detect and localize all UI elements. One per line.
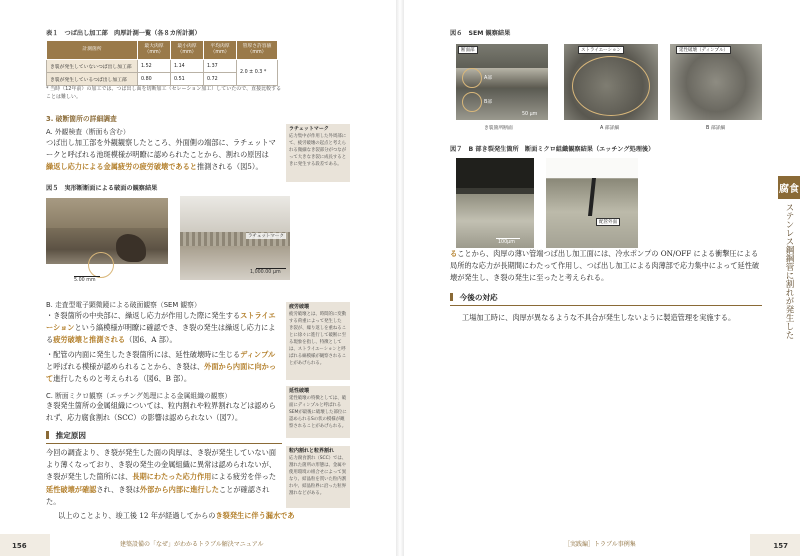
table1-header: 計測箇所 xyxy=(47,41,138,60)
table-cell: 0.51 xyxy=(171,73,204,86)
bullet-1 xyxy=(46,310,282,347)
highlight-text: き裂発生に伴う漏水であ xyxy=(215,511,295,520)
table1-header: 平均肉厚（mm） xyxy=(204,41,237,60)
left-page xyxy=(0,0,396,556)
highlight-text: 力による金属疲労の疲労破壊であると xyxy=(74,162,197,172)
table-cell: き裂が発生しているつば出し加工部 xyxy=(47,73,138,86)
fig5-right-photo xyxy=(180,196,290,280)
para-continuation xyxy=(450,248,762,285)
highlight-text: 長期にわたった応力作用 xyxy=(132,472,212,482)
para-c: き裂発生箇所の金属組織については、粒内割れや粒界割れなどは認められず、応力腐食割れ（SCC）の影響は認められない（図7）。 xyxy=(46,401,276,423)
table-row xyxy=(47,60,278,73)
fig5-caption: 図５ 実形断断面による破面の観察結果 xyxy=(46,185,158,192)
fig7-caption: 図７ B 部き裂発生箇所 断面ミクロ組織観察結果（エッチング処理後） xyxy=(450,146,655,153)
fig6-cross-section-photo xyxy=(456,44,548,120)
highlight-text: ション xyxy=(53,323,75,333)
text-run: つば出し加工部を外観観察したところ、外面側の端部に、ラチェットマーク xyxy=(46,138,276,160)
table1-caption: 表１ つば出し加工部 肉厚計測一覧（各８カ所計測） xyxy=(46,30,201,37)
heading-text: 推定原因 xyxy=(55,431,87,440)
surface-edge xyxy=(456,188,534,194)
scale-label: 100μm xyxy=(498,240,515,245)
page-number-left: 156 xyxy=(12,542,27,550)
table1-header: 最小肉厚（mm） xyxy=(171,41,204,60)
table-cell: 2.0 ± 0.3 * xyxy=(237,60,278,86)
highlight-text: 繰返し応 xyxy=(46,162,75,172)
table1-header: 管厚さ許容値（mm） xyxy=(237,41,278,60)
sidebox-ductile-fracture xyxy=(286,386,350,438)
cross-section-label: 断面部 xyxy=(458,46,478,54)
ratchet-mark-label: ラチェットマーク xyxy=(248,234,284,239)
striation-label: ストライエーション xyxy=(578,46,624,54)
highlight-text: 疲労破壊と推測される xyxy=(53,335,126,345)
section3-title: 3. 破断箇所の詳細調査 xyxy=(46,115,117,123)
sidebox-title: 粒内割れと粒界割れ xyxy=(289,448,335,454)
highlight-text: ディンプル xyxy=(240,350,276,359)
heading-text: 今後の対応 xyxy=(459,293,498,302)
fig6-caption: 図６ SEM 観察結果 xyxy=(450,30,511,37)
fig6-a-detail-photo xyxy=(564,44,658,120)
sidebox-ratchet-mark xyxy=(286,124,350,182)
b-part-label: B部 xyxy=(484,100,493,105)
sidebox-fatigue-fracture xyxy=(286,302,350,380)
sidebox-text: 応力集中が作用した外周部にて、疲労破壊の起点と考えられる微細なき裂部分がつながって大きなき裂に成長するときに発生する段差である。 xyxy=(289,134,347,167)
fig6-image-caption: A 部詳細 xyxy=(600,126,620,131)
sub-c-title: C. 断面ミクロ観察（エッチング処理による金属組織の観察） xyxy=(46,392,232,400)
highlight-circle xyxy=(462,68,482,88)
scale-bar xyxy=(74,276,100,277)
sidebox-text: 延性破壊の特徴としては、破面にディンプルと呼ばれるSEMが最後に破壊した部位に認められるSの状の模様が観察されることがあげられる。 xyxy=(289,396,347,429)
table1-header: 最大肉厚（mm） xyxy=(138,41,171,60)
fracture-surface-image xyxy=(46,198,168,228)
fig7-micro-photo-1 xyxy=(456,158,534,248)
fig5-left-photo xyxy=(46,196,168,288)
text-run: と呼ばれる模様が認められることから、き裂は、 xyxy=(46,362,205,372)
sub-b-title: B. 走査型電子顕微鏡による破面観察（SEM 観察） xyxy=(46,301,201,309)
highlight-circle xyxy=(572,56,650,116)
text-run: という縞模様が明瞭に確認でき、き裂の発生は繰返し応力による xyxy=(46,323,276,345)
para-kongo: 工場加工時に、肉厚が異なるような不具合が発生しないように製造管理を実施する。 xyxy=(462,313,736,322)
page-number-right: 157 xyxy=(773,542,788,550)
fig6-image-caption: き裂箇所断面 xyxy=(484,126,513,131)
scale-label: 1,000.00 μm xyxy=(250,270,281,275)
para-suitei xyxy=(46,447,282,509)
microscope-image xyxy=(180,196,290,232)
highlight-text: ストライエー xyxy=(46,311,276,333)
a-part-label: A部 xyxy=(484,76,493,81)
sidebox-title: 疲労破壊 xyxy=(289,304,310,310)
para-a xyxy=(46,137,276,174)
kongo-heading xyxy=(450,292,762,306)
highlight-text: 延性破壊が確認 xyxy=(46,484,97,494)
right-page xyxy=(404,0,800,556)
text-run: による疲労を伴った xyxy=(211,472,277,482)
scale-bar xyxy=(496,238,520,239)
text-run: 推測される（図5）。 xyxy=(196,162,263,172)
highlight-circle xyxy=(88,252,114,278)
scale-label: 50 μm xyxy=(522,112,538,117)
text-run: 進行したものと考えられる（図6、B 部）。 xyxy=(53,374,192,384)
text-run: （図6、A 部）。 xyxy=(125,335,177,345)
sidebox-title: ラチェットマーク xyxy=(289,126,329,132)
running-footer-left: 建築設備の「なぜ」がわかるトラブル解決マニュアル xyxy=(120,541,264,548)
highlight-circle xyxy=(462,92,482,112)
table1-thickness xyxy=(46,40,278,86)
fig7-micro-photo-2 xyxy=(546,158,638,248)
text-run: ・き裂箇所の中央部に、繰返し応力が作用した際に発生する xyxy=(46,311,241,320)
table1-note: * 当時（12年前）の加工では、つば出し面を切断加工（セレーション加工）していたので、直接比較することは難しい。 xyxy=(46,86,282,100)
text-run: 今回の調査より、き裂が発生した面の肉厚は、き裂が発生していない面より薄くなっており、き裂の発生の金属組織に異常は認められないが、き裂が発生した箇所には、 xyxy=(46,448,277,482)
highlight-text: 外面から内面に向かって xyxy=(46,362,277,384)
chapter-tab-subtitle: ステンレス鋼鋼管に割れが発生した xyxy=(784,203,794,339)
scale-label: 5.00 mm xyxy=(74,278,96,283)
bullet-2 xyxy=(46,349,282,386)
chapter-tab xyxy=(778,176,800,339)
text-run: ことが確認された。 xyxy=(46,484,270,506)
sidebox-title: 延性破壊 xyxy=(289,388,310,394)
highlight-text: る xyxy=(450,249,458,258)
sidebox-text: 応力腐食割れ（SCC）では、割れた箇所の形態は、金属や使用環境の組合せによって異なり、結晶粒を貫いた粒内割れや、結晶粒界に沿った粒界割れなどがある。 xyxy=(289,456,347,496)
suitei-heading xyxy=(46,430,282,444)
chapter-tab-main: 腐食 xyxy=(778,176,800,199)
text-run: され、き裂は xyxy=(96,484,140,494)
text-run: 以上のことより、竣工後 12 年が経過してからの xyxy=(58,511,216,520)
table-cell: 1.37 xyxy=(204,60,237,73)
sub-a-title: A. 外観検査（断面も含む） xyxy=(46,128,130,136)
crack-line xyxy=(588,178,596,216)
fig6-image-caption: B 部詳細 xyxy=(706,126,726,131)
highlight-text: 外部から内部に進行した xyxy=(139,484,219,494)
table-cell: 1.52 xyxy=(138,60,171,73)
sidebox-grain-cracks xyxy=(286,446,350,508)
table-cell: き裂が発生していないつば出し加工部 xyxy=(47,60,138,73)
text-run: ことから、肉厚の薄い管端つば出し加工面には、冷水ポンプの ON/OFF による衝撃圧による局所的な応力が長期間にわたって作用し、つば出し加工による肉薄部で応力集中によって延性破壊が発生し、き裂の発生に至ったと考えられる。 xyxy=(450,249,760,283)
text-run: と呼ばれる池斑模様が明瞭に認められたことから、割れの原因は xyxy=(60,150,269,160)
dimple-label: 延性破壊（ディンプル） xyxy=(676,46,731,54)
table-cell: 0.80 xyxy=(138,73,171,86)
fig6-b-detail-photo xyxy=(670,44,762,120)
para-suitei-2 xyxy=(58,510,298,522)
pipe-outer-label: 配管外面 xyxy=(596,218,620,226)
sidebox-text: 疲労破壊とは、時間的に変動する荷重によって発生した き裂が、繰り返しを重ねることに徐々に進行して破断に至る現象を指し、特徴としては、ストライエーションと呼ばれる縞模様が観察されることがあげられる。 xyxy=(289,312,347,366)
page-gutter xyxy=(396,0,404,556)
running-footer-right: ［実践編］トラブル事例集 xyxy=(564,541,636,548)
scale-bar xyxy=(256,268,286,269)
table-cell: 0.72 xyxy=(204,73,237,86)
text-run: ・配管の内面に発生したき裂箇所には、延性破壊時に生じる xyxy=(46,350,241,359)
table-cell: 1.14 xyxy=(171,60,204,73)
